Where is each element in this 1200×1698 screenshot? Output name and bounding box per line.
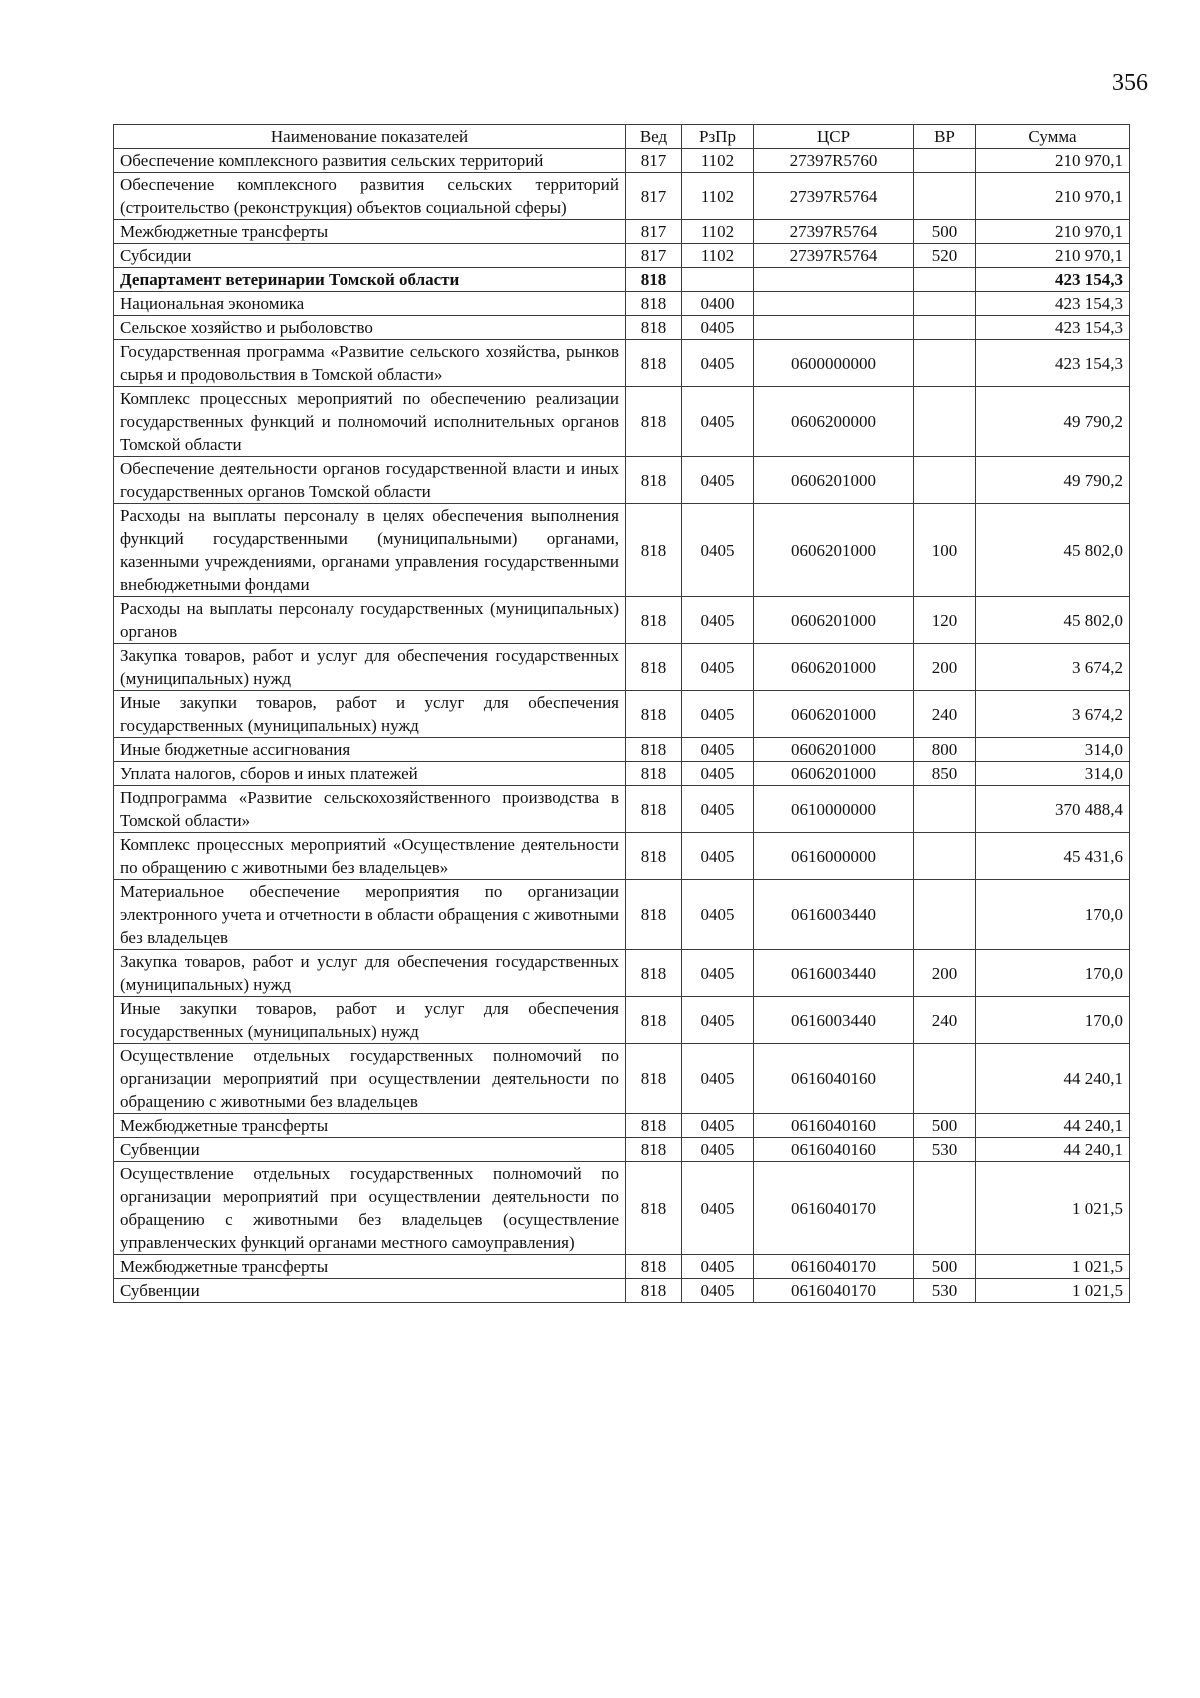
cell-name: Межбюджетные трансферты: [114, 220, 626, 244]
cell-sum: 170,0: [976, 950, 1130, 997]
page-number: 356: [1112, 70, 1148, 96]
cell-vr: 500: [914, 220, 976, 244]
table-row: [114, 762, 1130, 786]
cell-vr: [914, 880, 976, 950]
table-row: [114, 1162, 1130, 1255]
cell-vr: [914, 457, 976, 504]
cell-vr: 530: [914, 1138, 976, 1162]
cell-csr: 0606201000: [754, 504, 914, 597]
cell-vr: 500: [914, 1114, 976, 1138]
cell-name: Материальное обеспечение мероприятия по организации электронного учета и отчетности в области обращения с животными без владельцев: [114, 880, 626, 950]
cell-ved: 818: [626, 738, 682, 762]
cell-vr: 120: [914, 597, 976, 644]
cell-csr: 0616003440: [754, 997, 914, 1044]
cell-vr: 850: [914, 762, 976, 786]
table-row: [114, 1114, 1130, 1138]
cell-vr: [914, 833, 976, 880]
cell-rzpr: 0405: [682, 1114, 754, 1138]
cell-name: Межбюджетные трансферты: [114, 1255, 626, 1279]
header-csr: ЦСР: [754, 125, 914, 149]
cell-name: Сельское хозяйство и рыболовство: [114, 316, 626, 340]
cell-sum: 314,0: [976, 762, 1130, 786]
cell-sum: 44 240,1: [976, 1044, 1130, 1114]
cell-sum: 170,0: [976, 997, 1130, 1044]
cell-csr: 0616040160: [754, 1138, 914, 1162]
cell-ved: 818: [626, 292, 682, 316]
table-row: [114, 220, 1130, 244]
cell-csr: 27397R5760: [754, 149, 914, 173]
cell-ved: 818: [626, 1162, 682, 1255]
cell-vr: [914, 173, 976, 220]
cell-sum: 1 021,5: [976, 1255, 1130, 1279]
cell-vr: [914, 1162, 976, 1255]
table-row: [114, 1044, 1130, 1114]
cell-csr: 0606201000: [754, 691, 914, 738]
table-row: [114, 387, 1130, 457]
cell-rzpr: 0405: [682, 880, 754, 950]
cell-sum: 45 802,0: [976, 597, 1130, 644]
cell-csr: [754, 268, 914, 292]
table-row: [114, 738, 1130, 762]
header-sum: Сумма: [976, 125, 1130, 149]
budget-table: [113, 124, 1130, 1303]
cell-csr: 27397R5764: [754, 220, 914, 244]
cell-vr: 240: [914, 691, 976, 738]
table-header-row: [114, 125, 1130, 149]
cell-rzpr: 0405: [682, 1162, 754, 1255]
cell-csr: 0606201000: [754, 644, 914, 691]
cell-name: Субсидии: [114, 244, 626, 268]
cell-name: Обеспечение деятельности органов государственной власти и иных государственных органов Томской области: [114, 457, 626, 504]
cell-vr: 520: [914, 244, 976, 268]
cell-sum: 423 154,3: [976, 316, 1130, 340]
cell-ved: 818: [626, 762, 682, 786]
cell-name: Подпрограмма «Развитие сельскохозяйственного производства в Томской области»: [114, 786, 626, 833]
cell-vr: [914, 340, 976, 387]
table-row: [114, 1138, 1130, 1162]
cell-ved: 818: [626, 833, 682, 880]
cell-rzpr: 0405: [682, 738, 754, 762]
cell-name: Субвенции: [114, 1279, 626, 1303]
cell-sum: 170,0: [976, 880, 1130, 950]
cell-rzpr: 0405: [682, 691, 754, 738]
cell-csr: 0616040160: [754, 1044, 914, 1114]
cell-name: Национальная экономика: [114, 292, 626, 316]
cell-rzpr: 0405: [682, 833, 754, 880]
cell-vr: 240: [914, 997, 976, 1044]
table-row: [114, 173, 1130, 220]
cell-ved: 818: [626, 316, 682, 340]
cell-vr: [914, 1044, 976, 1114]
cell-ved: 818: [626, 1114, 682, 1138]
cell-name: Иные закупки товаров, работ и услуг для обеспечения государственных (муниципальных) нужд: [114, 691, 626, 738]
cell-ved: 818: [626, 340, 682, 387]
cell-sum: 370 488,4: [976, 786, 1130, 833]
cell-vr: 200: [914, 950, 976, 997]
cell-vr: [914, 387, 976, 457]
cell-csr: [754, 316, 914, 340]
cell-ved: 818: [626, 504, 682, 597]
cell-vr: [914, 786, 976, 833]
cell-name: Расходы на выплаты персоналу государственных (муниципальных) органов: [114, 597, 626, 644]
cell-ved: 817: [626, 220, 682, 244]
table-row: [114, 950, 1130, 997]
cell-csr: 0606201000: [754, 762, 914, 786]
cell-sum: 314,0: [976, 738, 1130, 762]
cell-csr: 0606201000: [754, 597, 914, 644]
cell-rzpr: 1102: [682, 173, 754, 220]
cell-ved: 818: [626, 644, 682, 691]
cell-ved: 818: [626, 691, 682, 738]
cell-vr: [914, 268, 976, 292]
cell-vr: 500: [914, 1255, 976, 1279]
cell-ved: 818: [626, 597, 682, 644]
header-rzpr: РзПр: [682, 125, 754, 149]
table-row: [114, 1279, 1130, 1303]
cell-sum: 45 802,0: [976, 504, 1130, 597]
cell-rzpr: 0405: [682, 644, 754, 691]
cell-ved: 818: [626, 1044, 682, 1114]
table-row: [114, 833, 1130, 880]
cell-rzpr: 0405: [682, 504, 754, 597]
table-row: [114, 457, 1130, 504]
cell-ved: 818: [626, 1138, 682, 1162]
cell-ved: 817: [626, 173, 682, 220]
cell-name: Государственная программа «Развитие сельского хозяйства, рынков сырья и продовольствия в Томской области»: [114, 340, 626, 387]
cell-rzpr: 0405: [682, 387, 754, 457]
cell-name: Комплекс процессных мероприятий «Осуществление деятельности по обращению с животными без владельцев»: [114, 833, 626, 880]
cell-sum: 49 790,2: [976, 457, 1130, 504]
cell-ved: 818: [626, 457, 682, 504]
cell-rzpr: 0405: [682, 762, 754, 786]
cell-rzpr: 0405: [682, 340, 754, 387]
cell-name: Обеспечение комплексного развития сельских территорий: [114, 149, 626, 173]
cell-name: Иные бюджетные ассигнования: [114, 738, 626, 762]
cell-rzpr: 1102: [682, 220, 754, 244]
cell-rzpr: 0405: [682, 316, 754, 340]
cell-sum: 210 970,1: [976, 149, 1130, 173]
cell-vr: 530: [914, 1279, 976, 1303]
table-row: [114, 644, 1130, 691]
table-row: [114, 597, 1130, 644]
cell-csr: 0606200000: [754, 387, 914, 457]
cell-rzpr: 0405: [682, 1138, 754, 1162]
cell-name: Комплекс процессных мероприятий по обеспечению реализации государственных функций и полномочий исполнительных органов Томской области: [114, 387, 626, 457]
cell-vr: 100: [914, 504, 976, 597]
cell-rzpr: [682, 268, 754, 292]
cell-rzpr: 0405: [682, 997, 754, 1044]
cell-rzpr: 1102: [682, 149, 754, 173]
cell-csr: 0600000000: [754, 340, 914, 387]
cell-sum: 423 154,3: [976, 292, 1130, 316]
cell-name: Иные закупки товаров, работ и услуг для обеспечения государственных (муниципальных) нужд: [114, 997, 626, 1044]
cell-csr: 0616040170: [754, 1255, 914, 1279]
cell-ved: 818: [626, 786, 682, 833]
cell-csr: 0606201000: [754, 457, 914, 504]
cell-name: Межбюджетные трансферты: [114, 1114, 626, 1138]
table-row: [114, 244, 1130, 268]
cell-rzpr: 0405: [682, 597, 754, 644]
cell-name: Осуществление отдельных государственных полномочий по организации мероприятий при осуществлении деятельности по обращению с животными без владельцев: [114, 1044, 626, 1114]
cell-csr: 0616040170: [754, 1279, 914, 1303]
cell-sum: 1 021,5: [976, 1279, 1130, 1303]
cell-ved: 817: [626, 244, 682, 268]
table-row: [114, 880, 1130, 950]
table-row: [114, 316, 1130, 340]
cell-vr: [914, 149, 976, 173]
cell-sum: 49 790,2: [976, 387, 1130, 457]
cell-sum: 423 154,3: [976, 340, 1130, 387]
table-row: [114, 691, 1130, 738]
cell-sum: 210 970,1: [976, 173, 1130, 220]
cell-sum: 210 970,1: [976, 220, 1130, 244]
cell-ved: 818: [626, 997, 682, 1044]
table-row: [114, 1255, 1130, 1279]
cell-csr: 0606201000: [754, 738, 914, 762]
cell-sum: 423 154,3: [976, 268, 1130, 292]
cell-csr: 27397R5764: [754, 244, 914, 268]
cell-vr: [914, 316, 976, 340]
cell-vr: [914, 292, 976, 316]
header-name: Наименование показателей: [114, 125, 626, 149]
cell-sum: 3 674,2: [976, 644, 1130, 691]
table-row: [114, 292, 1130, 316]
cell-csr: 0616000000: [754, 833, 914, 880]
table-row: [114, 340, 1130, 387]
cell-ved: 818: [626, 1255, 682, 1279]
cell-vr: 800: [914, 738, 976, 762]
cell-ved: 818: [626, 268, 682, 292]
cell-csr: 0616003440: [754, 880, 914, 950]
cell-rzpr: 0405: [682, 1044, 754, 1114]
cell-sum: 44 240,1: [976, 1114, 1130, 1138]
cell-rzpr: 1102: [682, 244, 754, 268]
table-row: [114, 786, 1130, 833]
cell-csr: 0616003440: [754, 950, 914, 997]
cell-sum: 3 674,2: [976, 691, 1130, 738]
cell-rzpr: 0405: [682, 1255, 754, 1279]
cell-name: Обеспечение комплексного развития сельских территорий (строительство (реконструкция) объектов социальной сферы): [114, 173, 626, 220]
table-row: [114, 149, 1130, 173]
cell-rzpr: 0405: [682, 1279, 754, 1303]
cell-csr: 0616040160: [754, 1114, 914, 1138]
cell-csr: [754, 292, 914, 316]
header-ved: Вед: [626, 125, 682, 149]
cell-vr: 200: [914, 644, 976, 691]
cell-sum: 210 970,1: [976, 244, 1130, 268]
cell-csr: 0616040170: [754, 1162, 914, 1255]
cell-name: Департамент ветеринарии Томской области: [114, 268, 626, 292]
cell-ved: 817: [626, 149, 682, 173]
cell-sum: 45 431,6: [976, 833, 1130, 880]
cell-ved: 818: [626, 880, 682, 950]
table-row: [114, 268, 1130, 292]
cell-name: Закупка товаров, работ и услуг для обеспечения государственных (муниципальных) нужд: [114, 950, 626, 997]
cell-rzpr: 0400: [682, 292, 754, 316]
cell-sum: 1 021,5: [976, 1162, 1130, 1255]
cell-rzpr: 0405: [682, 786, 754, 833]
cell-ved: 818: [626, 1279, 682, 1303]
cell-ved: 818: [626, 950, 682, 997]
cell-rzpr: 0405: [682, 950, 754, 997]
cell-sum: 44 240,1: [976, 1138, 1130, 1162]
header-vr: ВР: [914, 125, 976, 149]
cell-ved: 818: [626, 387, 682, 457]
cell-name: Уплата налогов, сборов и иных платежей: [114, 762, 626, 786]
table-body: [114, 149, 1130, 1303]
cell-name: Осуществление отдельных государственных полномочий по организации мероприятий при осуществлении деятельности по обращению с животными без владельцев (осуществление управленческих функций органами местного самоуправления): [114, 1162, 626, 1255]
cell-name: Закупка товаров, работ и услуг для обеспечения государственных (муниципальных) нужд: [114, 644, 626, 691]
table-row: [114, 504, 1130, 597]
cell-csr: 27397R5764: [754, 173, 914, 220]
cell-csr: 0610000000: [754, 786, 914, 833]
table-row: [114, 997, 1130, 1044]
cell-rzpr: 0405: [682, 457, 754, 504]
cell-name: Расходы на выплаты персоналу в целях обеспечения выполнения функций государственными (муниципальными) органами, казенными учреждениями, органами управления государственными внебюджетными фондами: [114, 504, 626, 597]
cell-name: Субвенции: [114, 1138, 626, 1162]
